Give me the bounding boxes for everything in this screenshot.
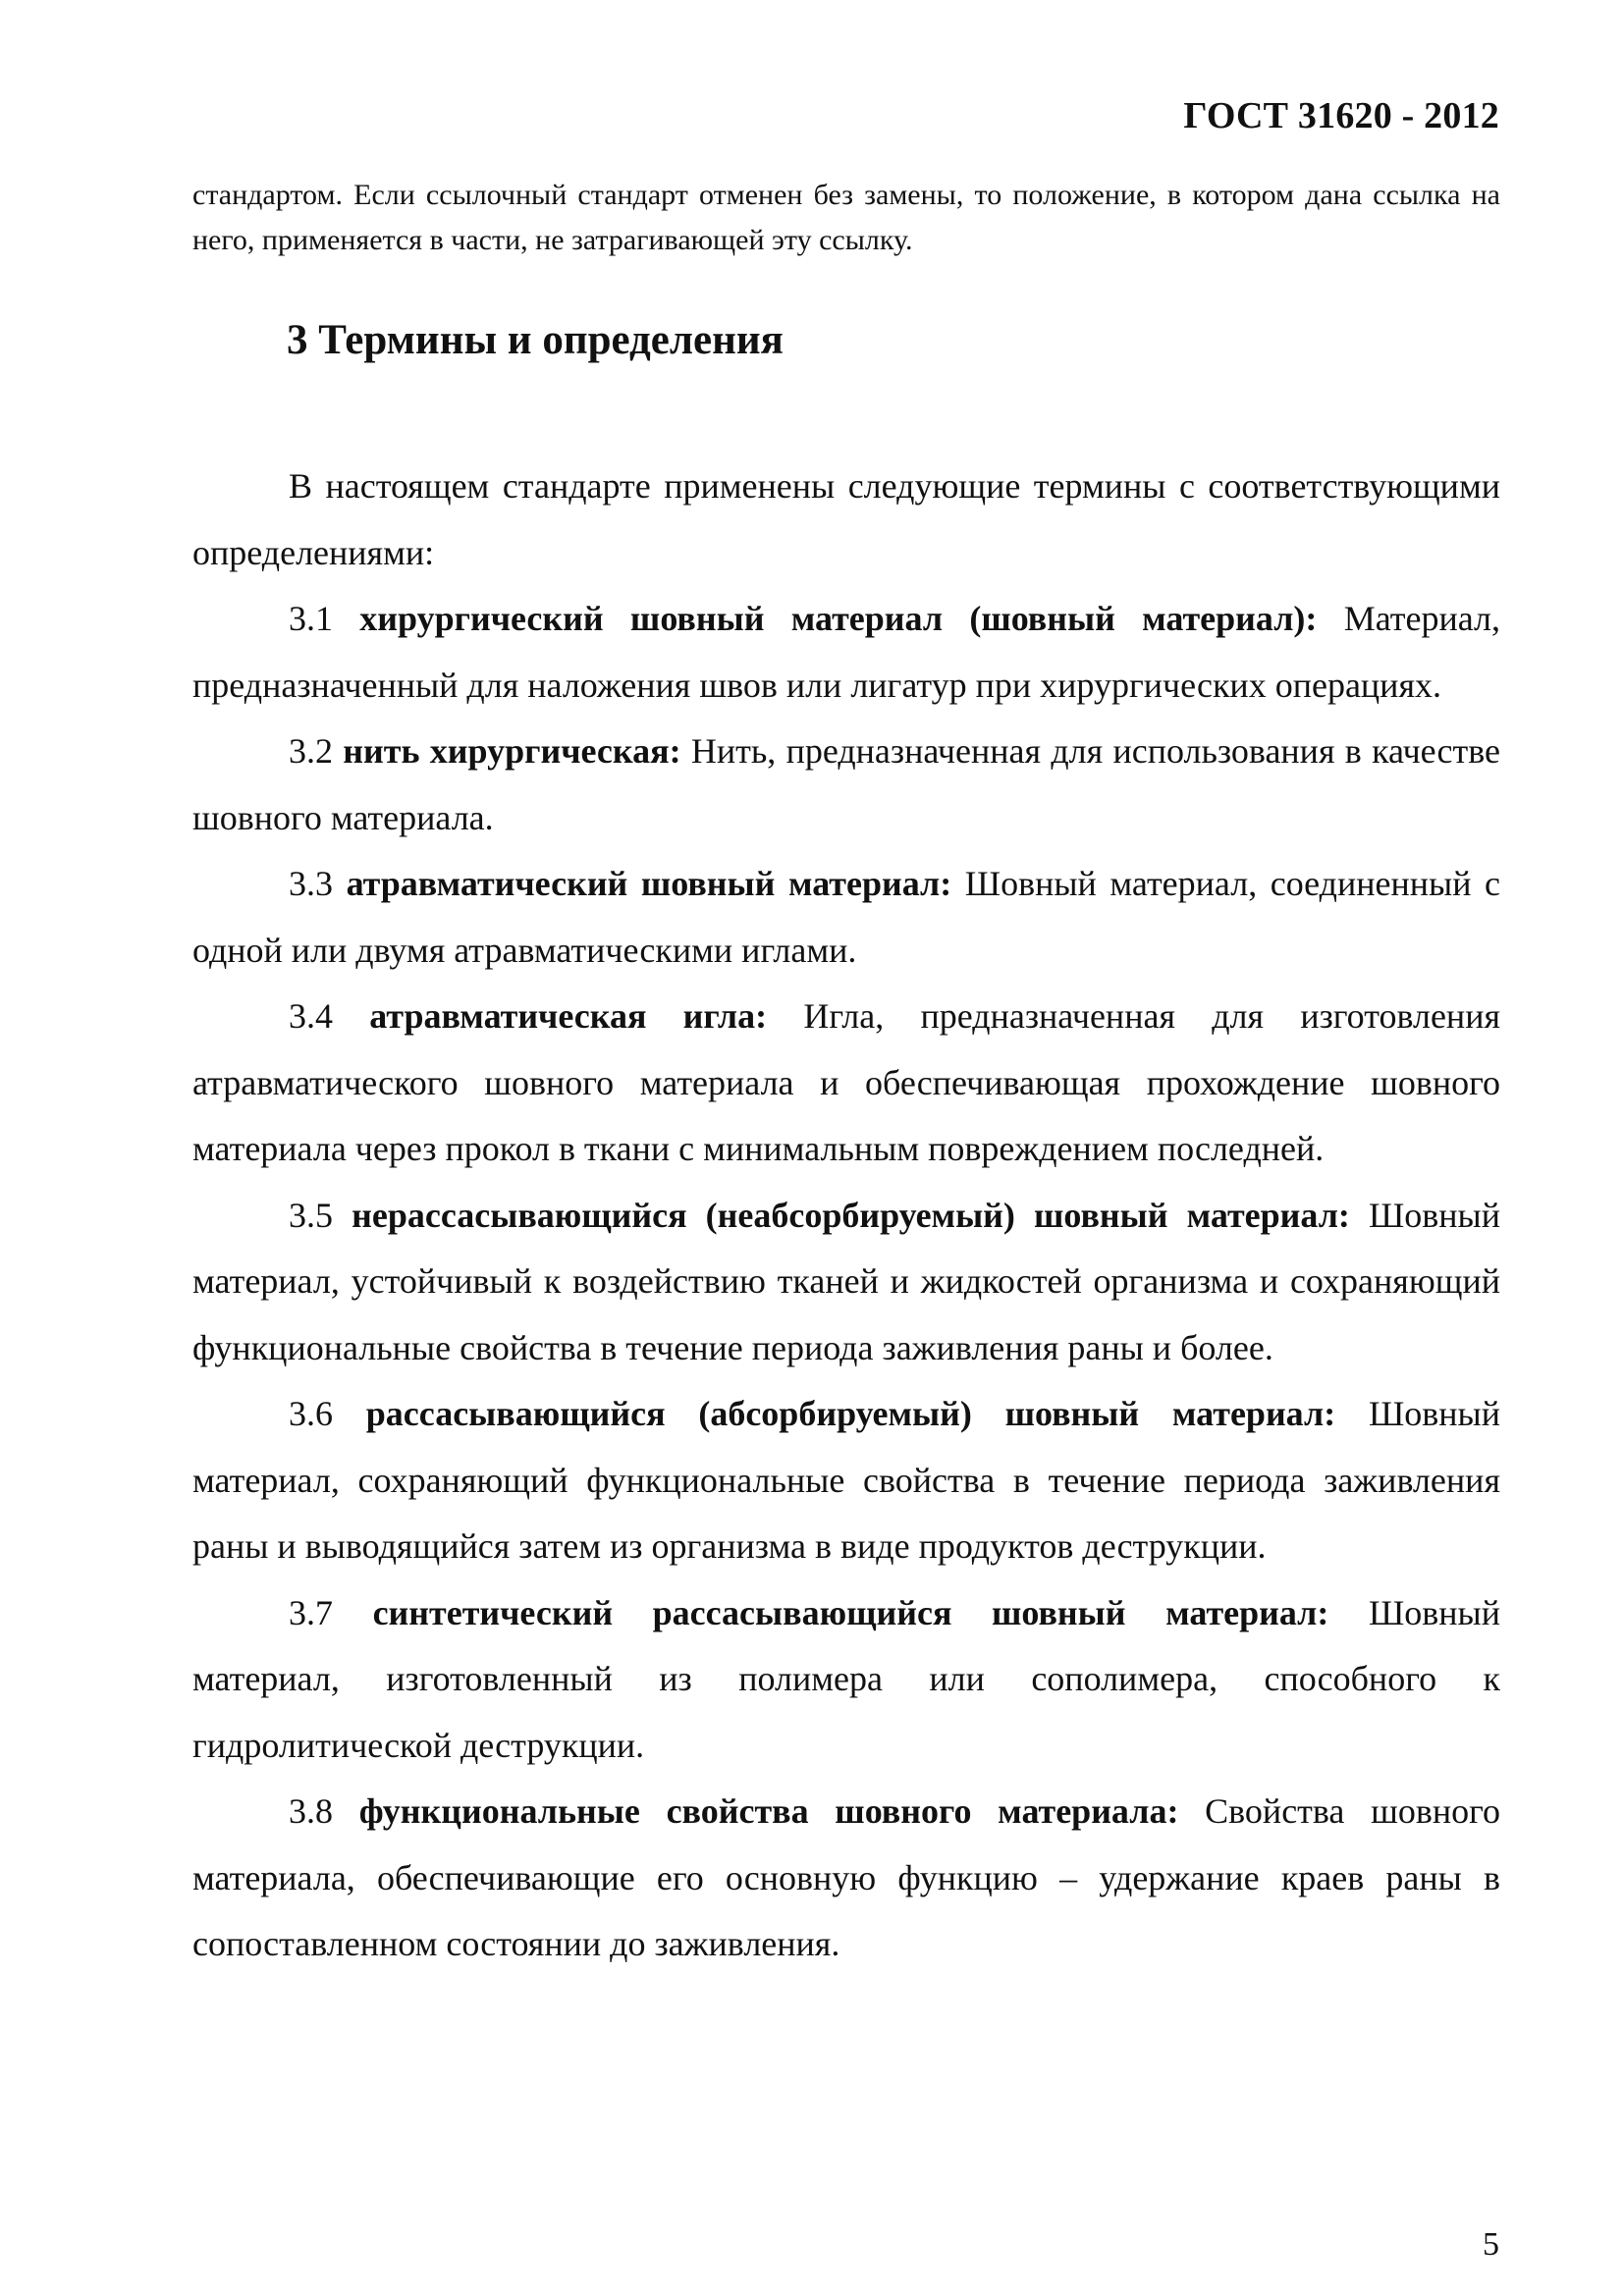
- term-number: 3.1: [289, 599, 333, 638]
- term-number: 3.4: [289, 996, 333, 1036]
- section-body: [192, 454, 1500, 1978]
- term-paragraph-3-4: [192, 984, 1500, 1183]
- term-paragraph-3-5: [192, 1183, 1500, 1382]
- term-number: 3.6: [289, 1394, 333, 1433]
- term-paragraph-3-3: [192, 851, 1500, 984]
- term-name: нерассасывающийся (неабсорбируемый) шовный материал:: [352, 1195, 1350, 1235]
- term-definition: Шовный материал, изготовленный из полимера или сополимера, способного к гидролитической деструкции.: [192, 1592, 1500, 1765]
- term-number: 3.7: [289, 1592, 333, 1632]
- term-definition: Нить, предназначенная для использования в качестве шовного материала.: [192, 731, 1501, 837]
- term-name: атравматический шовный материал:: [346, 864, 952, 903]
- term-definition: Материал, предназначенный для наложения швов или лигатур при хирургических операциях.: [192, 599, 1500, 705]
- term-number: 3.2: [289, 731, 333, 771]
- term-definition: Шовный материал, устойчивый к воздействию тканей и жидкостей организма и сохраняющий функциональные свойства в течение периода заживления раны и более.: [192, 1195, 1501, 1367]
- term-number: 3.8: [289, 1791, 333, 1831]
- term-paragraph-3-7: [192, 1580, 1500, 1780]
- page-number: 5: [1483, 2226, 1499, 2263]
- term-definition: Свойства шовного материала, обеспечивающие его основную функцию – удержание краев раны в сопоставленном состоянии до заживления.: [192, 1791, 1500, 1963]
- term-definition: Шовный материал, соединенный с одной или двумя атравматическими иглами.: [192, 864, 1501, 970]
- term-name: синтетический рассасывающийся шовный материал:: [372, 1592, 1329, 1632]
- term-paragraph-3-1: [192, 586, 1500, 719]
- term-paragraph-3-8: [192, 1779, 1500, 1978]
- intro-paragraph: стандартом. Если ссылочный стандарт отменен без замены, то положение, в котором дана ссылка на него, применяется в части, не затрагивающей эту ссылку.: [192, 179, 1500, 256]
- term-name: атравматическая игла:: [369, 996, 768, 1036]
- term-number: 3.5: [289, 1195, 333, 1235]
- term-number: 3.3: [289, 864, 333, 903]
- section-title: 3 Термины и определения: [287, 317, 784, 363]
- document-code-header: ГОСТ 31620 - 2012: [1183, 95, 1499, 136]
- term-paragraph-3-6: [192, 1381, 1500, 1580]
- section-lead-paragraph: В настоящем стандарте применены следующие термины с соответствующими определениями:: [192, 466, 1500, 572]
- term-name: рассасывающийся (абсорбируемый) шовный материал:: [365, 1394, 1336, 1433]
- term-definition: Шовный материал, сохраняющий функциональные свойства в течение периода заживления раны и выводящийся затем из организма в виде продуктов деструкции.: [192, 1394, 1501, 1566]
- term-paragraph-3-2: [192, 719, 1500, 851]
- term-name: функциональные свойства шовного материала:: [358, 1791, 1179, 1831]
- term-name: нить хирургическая:: [343, 731, 681, 771]
- term-definition: Игла, предназначенная для изготовления атравматического шовного материала и обеспечивающая прохождение шовного материала через прокол в ткани с минимальным повреждением последней.: [192, 996, 1501, 1168]
- term-name: хирургический шовный материал (шовный материал):: [359, 599, 1318, 638]
